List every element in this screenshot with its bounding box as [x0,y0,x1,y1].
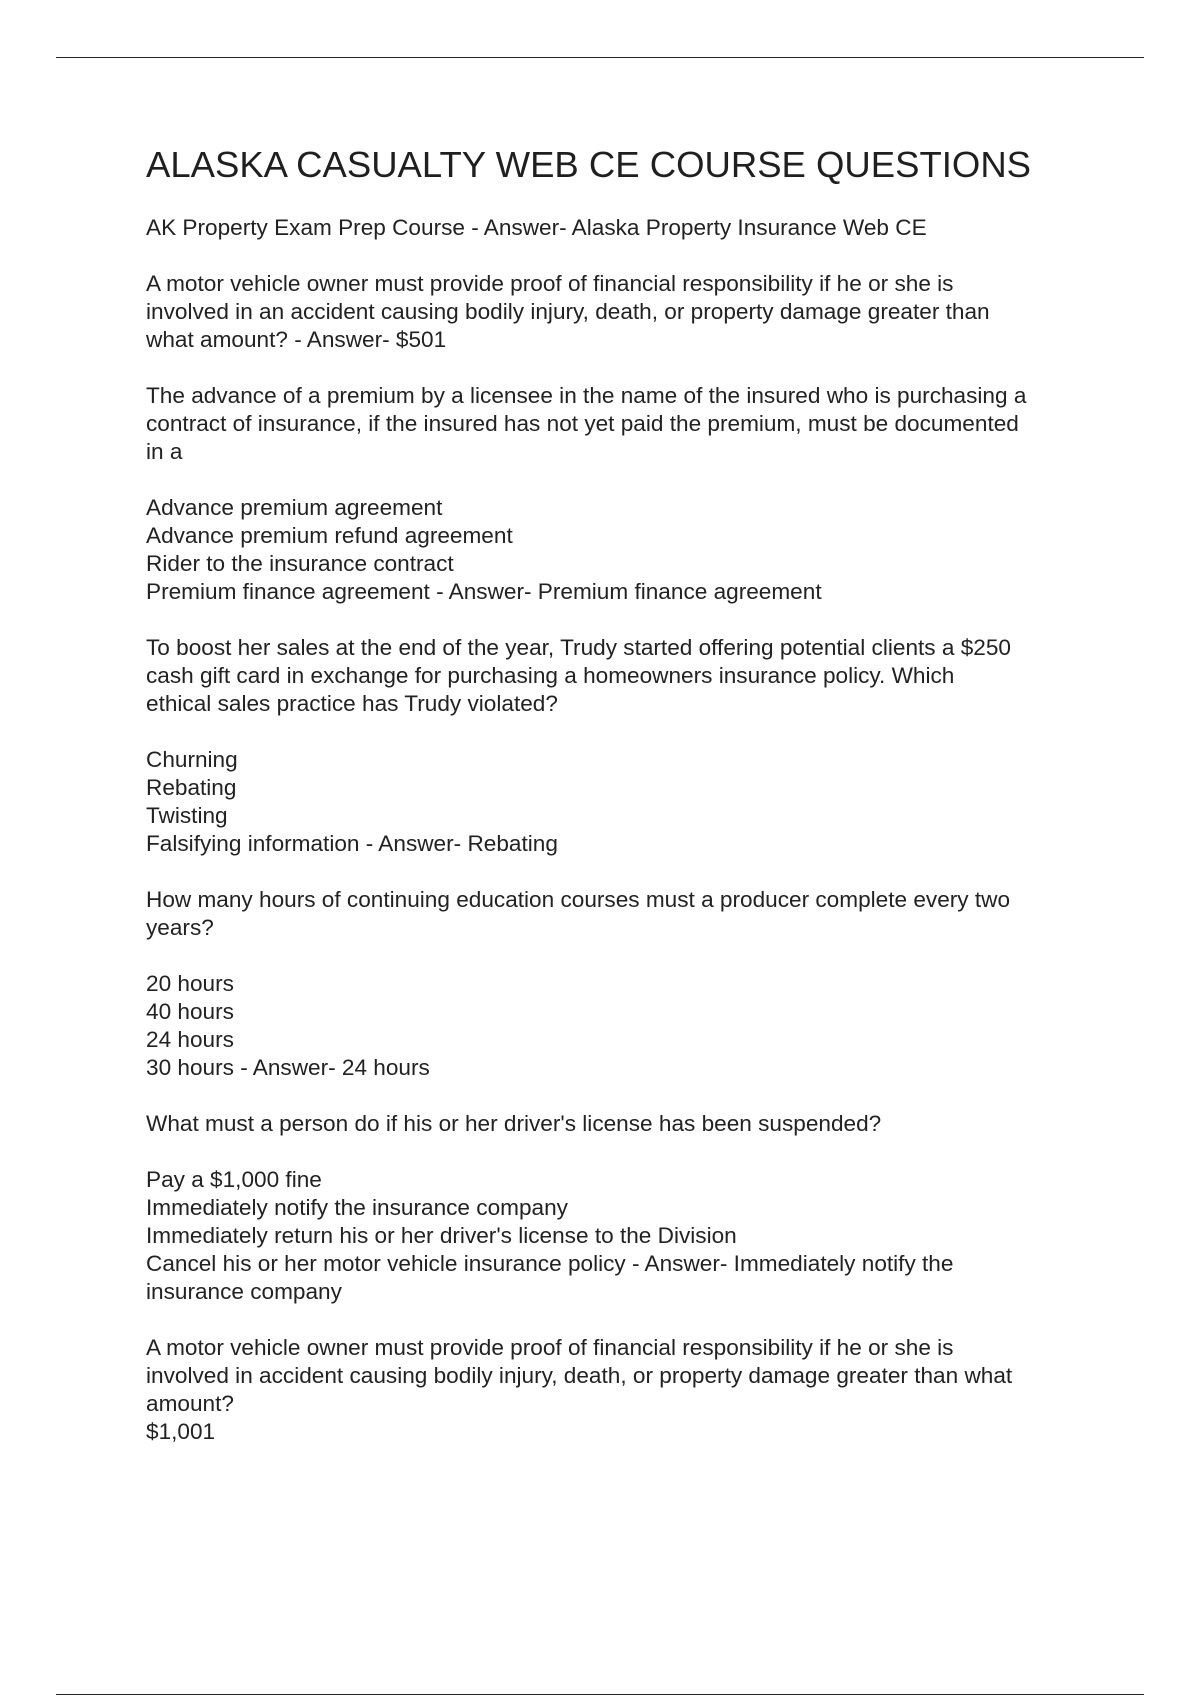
course-subtitle [146,214,1102,242]
option-line: Falsifying information - Answer- Rebating [146,831,558,856]
question-line: in a [146,439,183,464]
question-5 [146,1110,1102,1138]
question-line: To boost her sales at the end of the year, Trudy started offering potential clients a $250 [146,635,1011,660]
question-3-options [146,746,1102,858]
option-line: Churning [146,747,238,772]
subtitle-line: AK Property Exam Prep Course - Answer- Alaska Property Insurance Web CE [146,215,927,240]
top-rule [56,57,1144,58]
option-line: Immediately return his or her driver's license to the Division [146,1223,737,1248]
question-1 [146,270,1102,354]
question-line: cash gift card in exchange for purchasing a homeowners insurance policy. Which [146,663,955,688]
document-body [146,138,1102,1446]
answer-line: $1,001 [146,1419,216,1444]
option-line: 30 hours - Answer- 24 hours [146,1055,430,1080]
question-line: what amount? - Answer- $501 [146,327,447,352]
question-2-options [146,494,1102,606]
option-line: 24 hours [146,1027,234,1052]
option-line: Advance premium refund agreement [146,523,513,548]
option-line: 40 hours [146,999,234,1024]
question-4 [146,886,1102,942]
question-line: How many hours of continuing education courses must a producer complete every two [146,887,1011,912]
question-4-options [146,970,1102,1082]
question-2 [146,382,1102,466]
option-line: Pay a $1,000 fine [146,1167,322,1192]
question-line: A motor vehicle owner must provide proof of financial responsibility if he or she is [146,271,954,296]
option-line: Rider to the insurance contract [146,551,454,576]
document-title: ALASKA CASUALTY WEB CE COURSE QUESTIONS [146,144,1032,185]
option-line: Advance premium agreement [146,495,443,520]
question-line: The advance of a premium by a licensee in the name of the insured who is purchasing a [146,383,1027,408]
question-line: involved in an accident causing bodily injury, death, or property damage greater than [146,299,990,324]
question-line: amount? [146,1391,234,1416]
option-line: Cancel his or her motor vehicle insurance policy - Answer- Immediately notify the [146,1251,954,1276]
bottom-rule [56,1694,1144,1695]
question-line: years? [146,915,214,940]
question-line: What must a person do if his or her driver's license has been suspended? [146,1111,882,1136]
question-5-options [146,1166,1102,1306]
question-line: contract of insurance, if the insured has not yet paid the premium, must be documented [146,411,1019,436]
option-line: Twisting [146,803,228,828]
option-line: 20 hours [146,971,234,996]
option-line: Rebating [146,775,237,800]
question-line: ethical sales practice has Trudy violated? [146,691,558,716]
question-line: involved in accident causing bodily injury, death, or property damage greater than what [146,1363,1013,1388]
question-line: A motor vehicle owner must provide proof of financial responsibility if he or she is [146,1335,954,1360]
question-3 [146,634,1102,718]
option-line: Premium finance agreement - Answer- Premium finance agreement [146,579,822,604]
option-line: Immediately notify the insurance company [146,1195,568,1220]
option-line: insurance company [146,1279,342,1304]
question-6 [146,1334,1102,1446]
